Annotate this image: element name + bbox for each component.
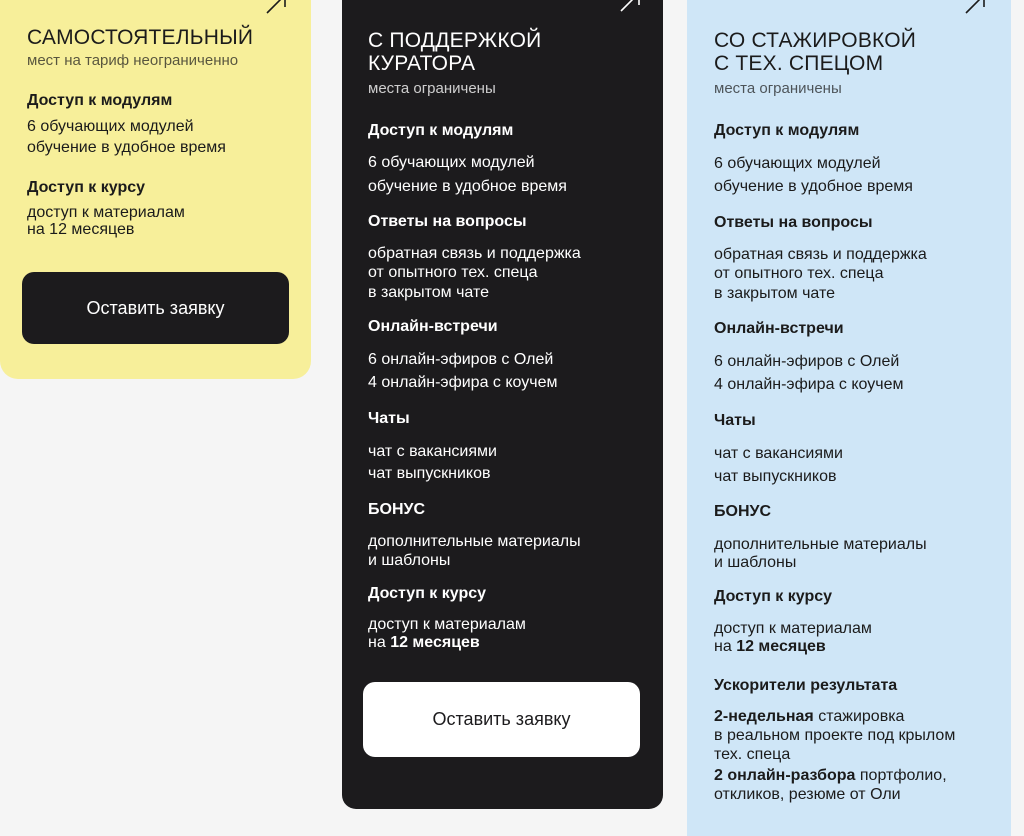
course-term-duration: 12 месяцев [390,634,480,651]
plan-title-line: С ПОДДЕРЖКОЙ [368,29,542,52]
feature-text: 4 онлайн-эфира с коучем [368,374,558,391]
feature-heading-chats: Чаты [368,410,410,427]
feature-text: чат с вакансиями [714,445,843,462]
feature-heading-modules: Доступ к модулям [27,92,173,109]
feature-text: 6 обучающих модулей [27,118,194,135]
feature-text: обратная связь и поддержка [368,245,581,262]
feature-text: чат выпускников [714,468,837,485]
plan-subtitle: мест на тариф неограниченно [27,52,239,69]
arrow-up-right-icon[interactable] [963,0,987,16]
feature-text: 6 онлайн-эфиров с Олей [714,353,900,370]
feature-heading-boosters: Ускорители результата [714,677,898,694]
feature-text-course-term [714,637,826,656]
feature-text: доступ к материалам [368,616,526,633]
feature-heading-modules: Доступ к модулям [714,122,860,139]
apply-button[interactable]: Оставить заявку [22,272,289,344]
feature-text: обучение в удобное время [27,139,226,156]
booster-review [714,766,947,785]
feature-text: дополнительные материалы [368,533,581,550]
feature-text: обучение в удобное время [368,178,567,195]
feature-text: в закрытом чате [368,284,489,301]
feature-text: обратная связь и поддержка [714,246,927,263]
feature-heading-answers: Ответы на вопросы [368,213,527,230]
feature-heading-course: Доступ к курсу [27,179,146,196]
feature-heading-bonus: БОНУС [368,501,426,518]
feature-heading-modules: Доступ к модулям [368,122,514,139]
feature-text: доступ к материалам [714,620,872,637]
plan-card-internship [687,0,1011,836]
feature-text: обучение в удобное время [714,178,913,195]
feature-text: дополнительные материалы [714,536,927,553]
feature-heading-answers: Ответы на вопросы [714,214,873,231]
booster-review-rest: портфолио, [859,767,947,784]
apply-button[interactable]: Оставить заявку [363,682,640,757]
feature-text: от опытного тех. спеца [368,264,538,281]
feature-text-course-term [368,633,480,652]
booster-internship [714,707,904,726]
feature-text: на 12 месяцев [27,221,135,238]
plan-title-line: С ТЕХ. СПЕЦОМ [714,52,884,75]
feature-text: и шаблоны [368,552,451,569]
course-term-prefix: на [714,638,732,655]
feature-text: и шаблоны [714,554,797,571]
feature-heading-meetings: Онлайн-встречи [368,318,498,335]
booster-review-bold: 2 онлайн-разбора [714,767,856,784]
feature-text: от опытного тех. спеца [714,265,884,282]
course-term-duration: 12 месяцев [736,638,826,655]
feature-text: откликов, резюме от Оли [714,786,901,803]
feature-text: 6 онлайн-эфиров с Олей [368,351,554,368]
feature-text: в закрытом чате [714,285,835,302]
feature-heading-chats: Чаты [714,412,756,429]
feature-heading-bonus: БОНУС [714,503,772,520]
feature-heading-course: Доступ к курсу [714,588,833,605]
plan-card-curator [342,0,663,809]
feature-text: в реальном проекте под крылом [714,727,956,744]
plan-subtitle: места ограничены [368,80,496,97]
feature-heading-meetings: Онлайн-встречи [714,320,844,337]
arrow-up-right-icon[interactable] [264,0,288,16]
feature-heading-course: Доступ к курсу [368,585,487,602]
feature-text: 6 обучающих модулей [368,154,535,171]
feature-text: 6 обучающих модулей [714,155,881,172]
booster-internship-rest: стажировка [818,708,905,725]
plan-title-line: КУРАТОРА [368,52,476,75]
arrow-up-right-icon[interactable] [618,0,642,14]
feature-text: тех. спеца [714,746,791,763]
feature-text: доступ к материалам [27,204,185,221]
booster-internship-bold: 2-недельная [714,708,814,725]
plan-card-self [0,0,311,379]
feature-text: чат выпускников [368,465,491,482]
plan-title-line: СО СТАЖИРОВКОЙ [714,29,917,52]
plan-subtitle: места ограничены [714,80,842,97]
feature-text: чат с вакансиями [368,443,497,460]
feature-text: 4 онлайн-эфира с коучем [714,376,904,393]
plan-title: САМОСТОЯТЕЛЬНЫЙ [27,26,254,49]
course-term-prefix: на [368,634,386,651]
